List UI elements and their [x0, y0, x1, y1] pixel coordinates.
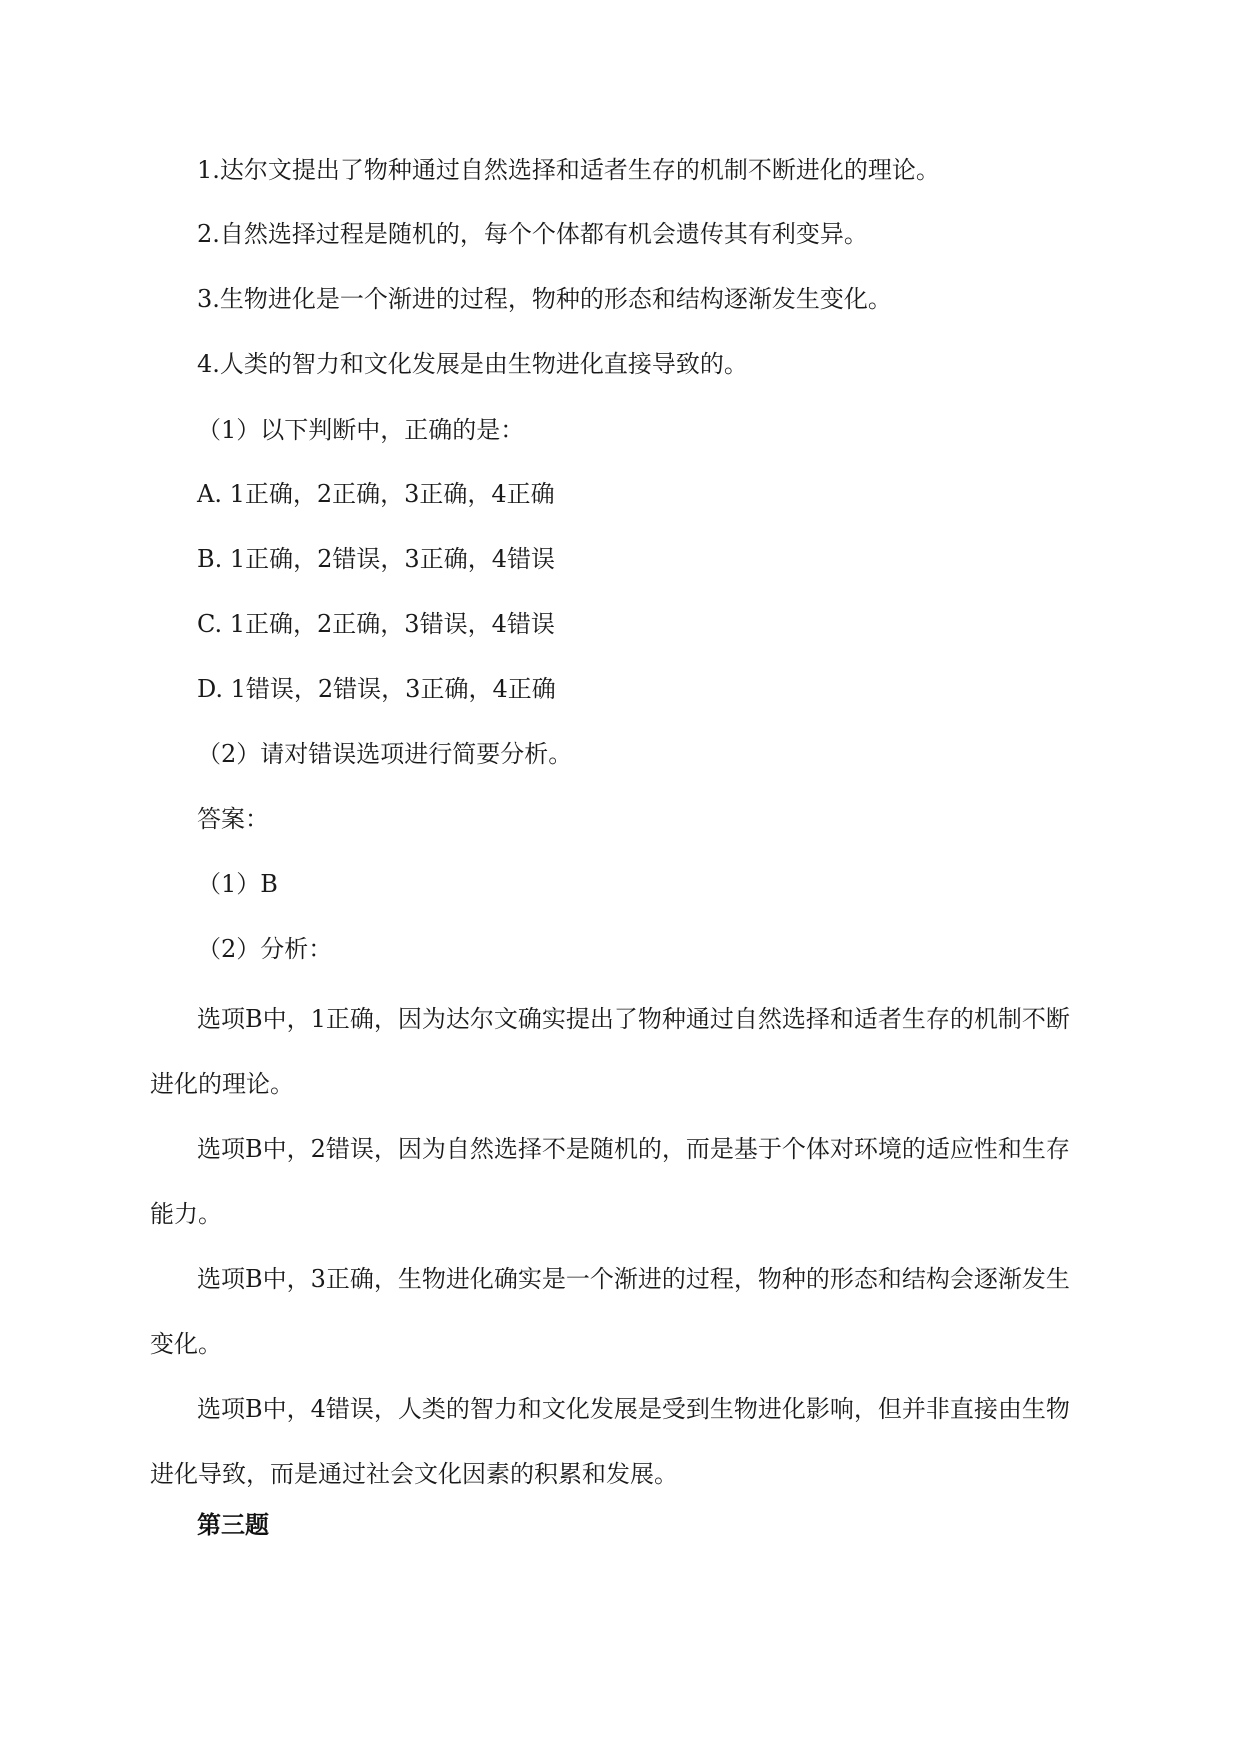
option-d: D. 1错误，2错误，3正确，4正确 — [197, 675, 556, 703]
analysis-paragraph-2: 选项B中，2错误，因为自然选择不是随机的，而是基于个体对环境的适应性和生存能力。 — [150, 1135, 1070, 1228]
statement-4: 4.人类的智力和文化发展是由生物进化直接导致的。 — [197, 350, 748, 378]
analysis-paragraph-1: 选项B中，1正确，因为达尔文确实提出了物种通过自然选择和适者生存的机制不断进化的理论。 — [150, 1005, 1070, 1098]
option-c: C. 1正确，2正确，3错误，4错误 — [197, 610, 555, 638]
answer-label: 答案： — [197, 805, 269, 833]
option-b: B. 1正确，2错误，3正确，4错误 — [197, 545, 555, 573]
analysis-paragraph-3: 选项B中，3正确，生物进化确实是一个渐进的过程，物种的形态和结构会逐渐发生变化。 — [150, 1265, 1070, 1358]
statement-3: 3.生物进化是一个渐进的过程，物种的形态和结构逐渐发生变化。 — [197, 285, 892, 313]
answer-2-label: （2）分析： — [197, 935, 333, 963]
statement-1: 1.达尔文提出了物种通过自然选择和适者生存的机制不断进化的理论。 — [197, 156, 940, 184]
question-1: （1）以下判断中，正确的是： — [197, 416, 525, 444]
answer-1: （1）B — [197, 870, 278, 898]
statement-2: 2.自然选择过程是随机的，每个个体都有机会遗传其有利变异。 — [197, 220, 868, 248]
analysis-paragraph-4: 选项B中，4错误，人类的智力和文化发展是受到生物进化影响，但并非直接由生物进化导致，而是通过社会文化因素的积累和发展。 — [150, 1395, 1070, 1488]
section-heading-3: 第三题 — [197, 1511, 269, 1539]
option-a: A. 1正确，2正确，3正确，4正确 — [197, 480, 555, 508]
question-2: （2）请对错误选项进行简要分析。 — [197, 740, 573, 768]
